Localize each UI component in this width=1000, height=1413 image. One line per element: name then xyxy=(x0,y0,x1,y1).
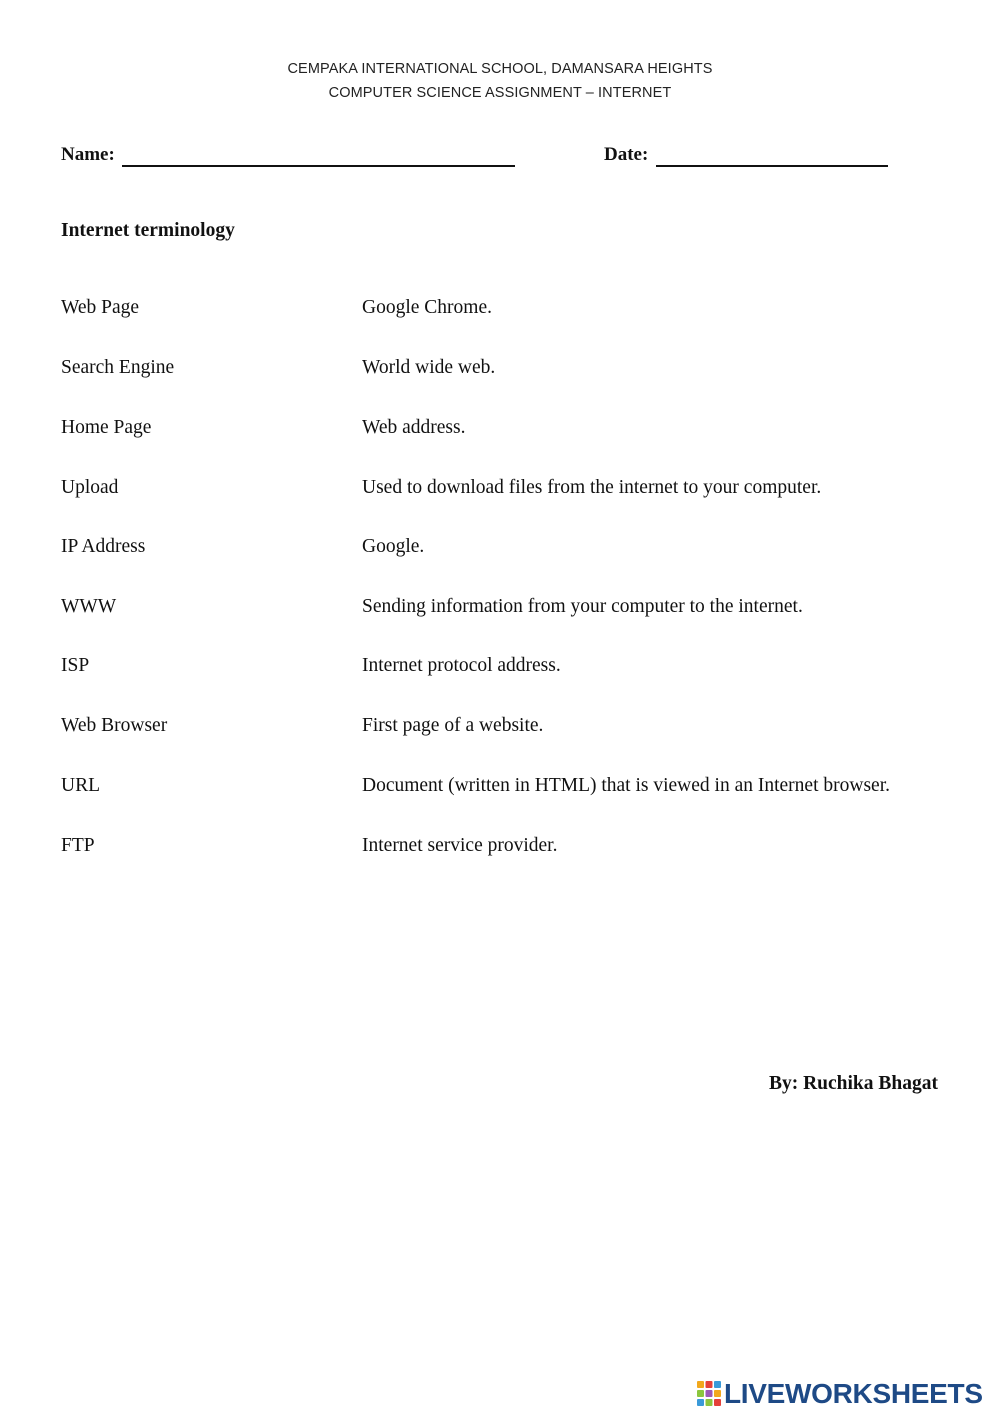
assignment-title-header: COMPUTER SCIENCE ASSIGNMENT – INTERNET xyxy=(328,85,672,101)
date-label: Date: xyxy=(604,144,649,165)
definition-item: Document (written in HTML) that is viewed in an Internet browser. xyxy=(362,775,890,796)
term-item: Upload xyxy=(61,477,119,498)
term-item: WWW xyxy=(61,596,117,617)
term-item: IP Address xyxy=(61,536,146,557)
definition-item: Used to download files from the internet to your computer. xyxy=(362,477,822,498)
author-credit: By: Ruchika Bhagat xyxy=(768,1073,938,1094)
term-item: Search Engine xyxy=(61,357,175,378)
liveworksheets-logo-icon xyxy=(697,1380,721,1408)
term-item: Web Page xyxy=(61,297,140,318)
term-item: URL xyxy=(61,775,100,796)
definition-item: First page of a website. xyxy=(362,715,544,736)
term-item: ISP xyxy=(61,655,90,676)
term-item: Web Browser xyxy=(61,715,168,736)
term-item: FTP xyxy=(61,835,95,856)
definition-item: Internet service provider. xyxy=(362,835,558,856)
school-name-header: CEMPAKA INTERNATIONAL SCHOOL, DAMANSARA HEIGHTS xyxy=(287,61,713,77)
definition-item: World wide web. xyxy=(362,357,496,378)
liveworksheets-logo-text: LIVEWORKSHEETS xyxy=(724,1378,983,1409)
name-field[interactable] xyxy=(122,165,515,167)
date-field[interactable] xyxy=(656,165,888,167)
definition-item: Google. xyxy=(362,536,425,557)
definition-item: Internet protocol address. xyxy=(362,655,561,676)
definition-item: Sending information from your computer to the internet. xyxy=(362,596,803,617)
liveworksheets-watermark xyxy=(697,1377,983,1411)
name-label: Name: xyxy=(61,144,115,165)
section-title: Internet terminology xyxy=(61,220,235,241)
definition-item: Google Chrome. xyxy=(362,297,492,318)
definition-item: Web address. xyxy=(362,417,466,438)
term-item: Home Page xyxy=(61,417,152,438)
